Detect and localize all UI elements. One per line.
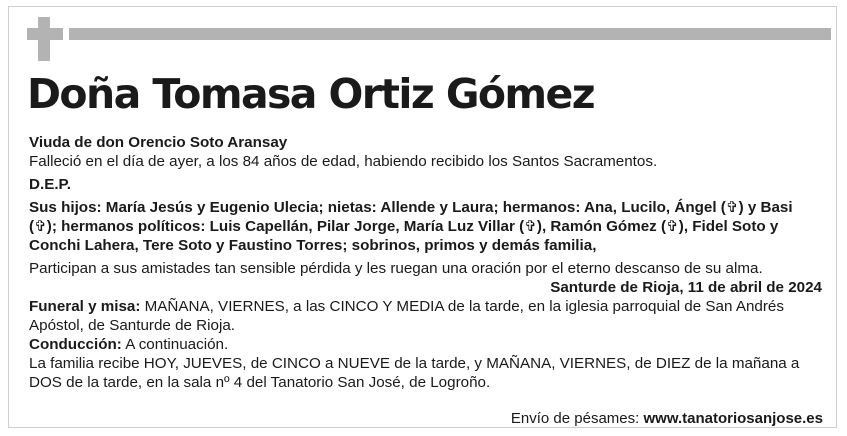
conduccion-text: A continuación. (121, 336, 229, 353)
widow-of-line: Viuda de don Orencio Soto Aransay (29, 134, 288, 151)
funeral-line (29, 297, 822, 335)
deceased-cross-icon: ✞ (524, 218, 537, 235)
condolences-label: Envío de pésames: (510, 410, 640, 427)
conduccion-label: Conducción: (29, 336, 122, 353)
family-list: Sus hijos: María Jesús y Eugenio Ulecia; nietas: Allende y Laura; hermanos: Ana, Lucilo, Ángel (✞) y Basi (✞); hermanos políticos: Luis Capellán, Pilar Jorge, María Luz Villar (✞), Ramón Gómez (✞), Fidel Soto y Conchi Lahera, Tere Soto y Faustino Torres; sobrinos, primos y demás familia, (29, 199, 793, 254)
condolences-website-link[interactable]: www.tanatoriosanjose.es (643, 410, 823, 427)
place-date: Santurde de Rioja, 11 de abril de 2024 (550, 279, 822, 296)
condolences-line (511, 410, 823, 427)
dep-line: D.E.P. (29, 176, 71, 193)
request-line: Participan a sus amistades tan sensible pérdida y les ruegan una oración por el eterno descanso de su alma. (29, 260, 763, 277)
visiting-line: La familia recibe HOY, JUEVES, de CINCO a NUEVE de la tarde, y MAÑANA, VIERNES, de DIEZ de la mañana a DOS de la tarde, en la sala nº 4 del Tanatorio San José, de Logroño. (29, 355, 800, 391)
conduccion-line (29, 335, 822, 354)
header-bar (69, 28, 831, 40)
funeral-text: MAÑANA, VIERNES, a las CINCO Y MEDIA de la tarde, en la iglesia parroquial de San Andrés Apóstol, de Santurde de Rioja. (29, 298, 784, 334)
deceased-cross-icon: ✞ (725, 199, 739, 216)
cross-icon (27, 17, 63, 61)
death-notice: Falleció en el día de ayer, a los 84 años de edad, habiendo recibido los Santos Sacramentos. (29, 153, 658, 170)
deceased-cross-icon: ✞ (666, 218, 679, 235)
notice-body (29, 133, 822, 392)
deceased-cross-icon: ✞ (34, 218, 47, 235)
deceased-name: Doña Tomasa Ortiz Gómez (27, 70, 595, 118)
funeral-label: Funeral y misa: (29, 298, 141, 315)
